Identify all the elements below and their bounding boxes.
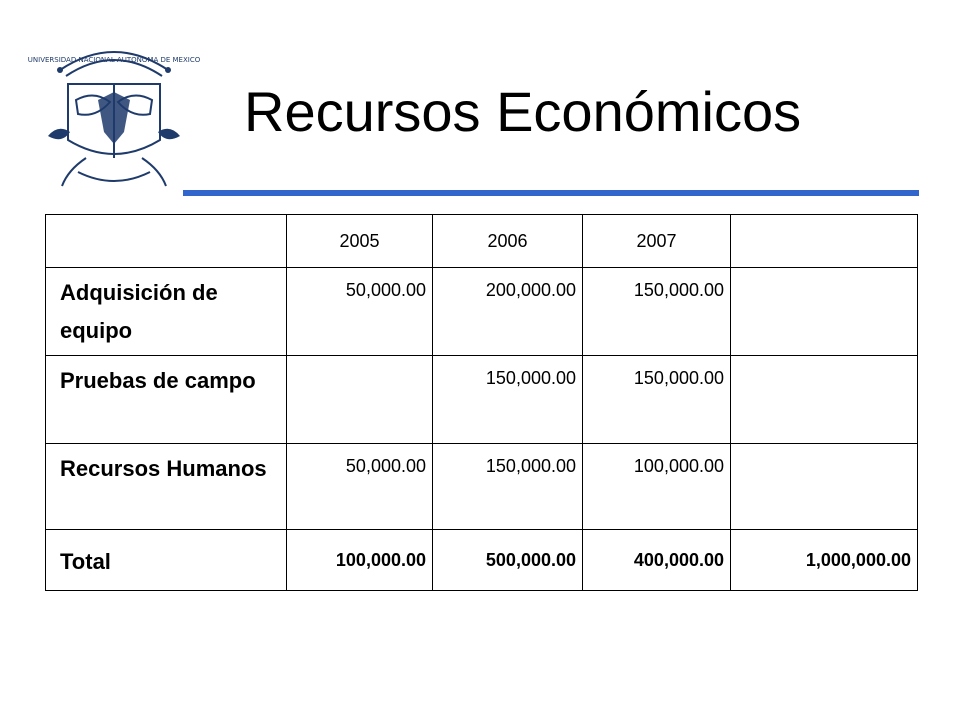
table-cell: 100,000.00: [583, 444, 731, 530]
table-row: [46, 356, 918, 444]
svg-text:UNIVERSIDAD NACIONAL AUTONOMA: UNIVERSIDAD NACIONAL AUTONOMA DE MEXICO: [27, 56, 201, 64]
column-header-2006: 2006: [433, 215, 583, 268]
grand-total-cell: 1,000,000.00: [731, 530, 918, 591]
table-total-row: [46, 530, 918, 591]
row-label: Adquisición de equipo: [46, 268, 287, 356]
table-cell: 150,000.00: [433, 356, 583, 444]
column-header-2005: 2005: [287, 215, 433, 268]
slide-title: Recursos Económicos: [244, 80, 802, 143]
table-cell: 200,000.00: [433, 268, 583, 356]
table-cell: 50,000.00: [287, 444, 433, 530]
table-cell: 150,000.00: [583, 268, 731, 356]
title-divider: [183, 190, 919, 196]
total-cell: 100,000.00: [287, 530, 433, 591]
table-cell: [731, 444, 918, 530]
row-label: Recursos Humanos: [46, 444, 287, 530]
table-cell: 150,000.00: [433, 444, 583, 530]
column-header: [731, 215, 918, 268]
table-header-row: [46, 215, 918, 268]
table-row: [46, 444, 918, 530]
table-cell: [731, 356, 918, 444]
column-header-2007: 2007: [583, 215, 731, 268]
total-cell: 500,000.00: [433, 530, 583, 591]
table-cell: 150,000.00: [583, 356, 731, 444]
budget-table: [45, 214, 918, 591]
university-seal-logo: [27, 40, 201, 190]
total-label: Total: [46, 530, 287, 591]
column-header: [46, 215, 287, 268]
table-cell: [287, 356, 433, 444]
table-row: [46, 268, 918, 356]
table-cell: 50,000.00: [287, 268, 433, 356]
budget-table-container: [45, 214, 917, 591]
row-label: Pruebas de campo: [46, 356, 287, 444]
table-cell: [731, 268, 918, 356]
total-cell: 400,000.00: [583, 530, 731, 591]
